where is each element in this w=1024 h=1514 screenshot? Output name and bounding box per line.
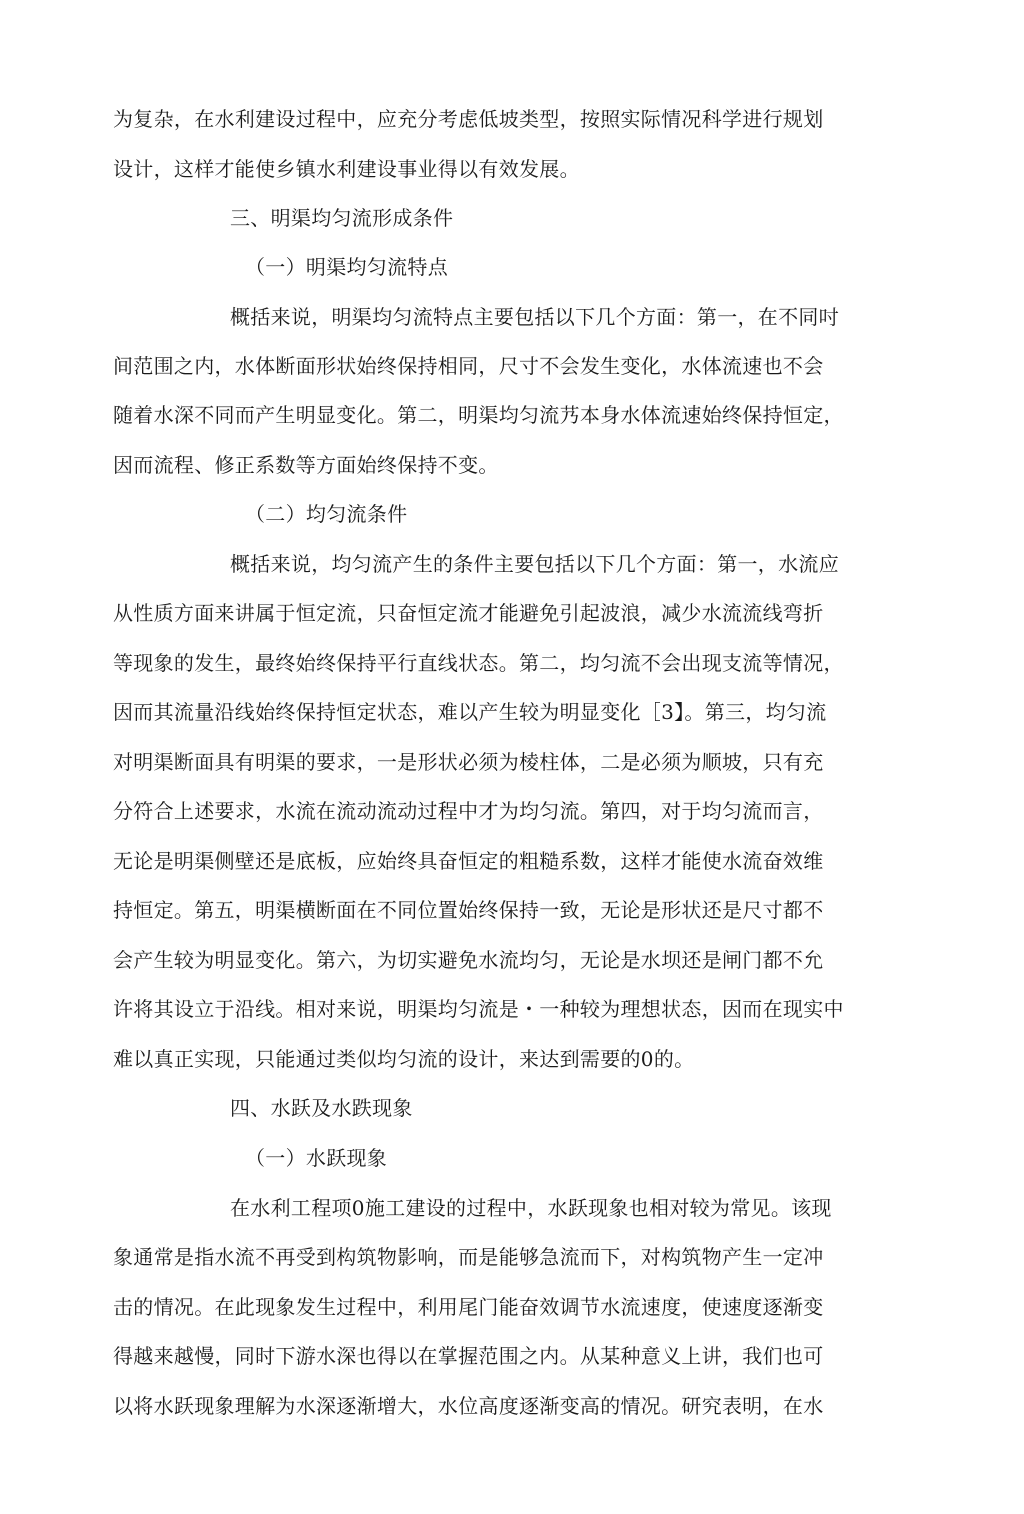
section-heading: 四、水跃及水跌现象	[230, 1096, 413, 1120]
paragraph-line: 象通常是指水流不再受到构筑物影响，而是能够急流而下，对构筑物产生一定冲	[113, 1245, 824, 1269]
subsection-heading: （一）水跃现象	[245, 1146, 388, 1170]
paragraph-line: 会产生较为明显变化。第六，为切实避免水流均匀，无论是水坝还是闸门都不允	[113, 948, 824, 972]
paragraph-line: 设计，这样才能使乡镇水利建设事业得以有效发展。	[113, 157, 580, 181]
paragraph-line: 得越来越慢，同时下游水深也得以在掌握范围之内。从某种意义上讲，我们也可	[113, 1344, 824, 1368]
paragraph-line: 从性质方面来讲属于恒定流，只奋恒定流才能避免引起波浪，减少水流流线弯折	[113, 601, 824, 625]
paragraph-line: 对明渠断面具有明渠的要求，一是形状必须为棱柱体，二是必须为顺坡，只有充	[113, 750, 824, 774]
subsection-heading: （一）明渠均匀流特点	[245, 255, 448, 279]
subsection-heading: （二）均匀流条件	[245, 502, 408, 526]
paragraph-line: 持恒定。第五，明渠横断面在不同位置始终保持一致，无论是形状还是尺寸都不	[113, 898, 824, 922]
paragraph-line: 等现象的发生，最终始终保持平行直线状态。第二，均匀流不会出现支流等情况，	[113, 651, 844, 675]
paragraph-line: 在水利工程项0施工建设的过程中，水跃现象也相对较为常见。该现	[230, 1196, 832, 1220]
paragraph-line: 间范围之内，水体断面形状始终保持相同，尺寸不会发生变化，水体流速也不会	[113, 354, 824, 378]
paragraph-line: 无论是明渠侧壁还是底板，应始终具奋恒定的粗糙系数，这样才能使水流奋效维	[113, 849, 824, 873]
paragraph-line: 概括来说，明渠均匀流特点主要包括以下几个方面：第一，在不同吋	[230, 305, 839, 329]
paragraph-line: 随着水深不同而产生明显变化。第二，明渠均匀流艿本身水体流速始终保持恒定，	[113, 403, 844, 427]
paragraph-line: 因而流程、修正系数等方面始终保持不变。	[113, 453, 499, 477]
paragraph-line: 难以真正实现，只能通过类似均匀流的设计，来达到需要的0的。	[113, 1047, 695, 1071]
paragraph-line: 分符合上述要求，水流在流动流动过程中才为均匀流。第四，对于均匀流而言，	[113, 799, 824, 823]
paragraph-line: 为复杂，在水利建设过程中，应充分考虑低坡类型，按照实际情况科学进行规划	[113, 107, 824, 131]
paragraph-line: 概括来说，均匀流产生的条件主要包括以下几个方面：第一，水流应	[230, 552, 839, 576]
paragraph-line: 以将水跃现象理解为水深逐渐增大，水位高度逐渐变高的情况。研究表明，在水	[113, 1394, 824, 1418]
paragraph-line: 许将其设立于沿线。相对来说，明渠均匀流是・一种较为理想状态，因而在现实中	[113, 997, 844, 1021]
section-heading: 三、明渠均匀流形成条件	[230, 206, 454, 230]
paragraph-line: 因而其流量沿线始终保持恒定状态，难以产生较为明显变化［3】。第三，均匀流	[113, 700, 827, 724]
paragraph-line: 击的情况。在此现象发生过程中，利用尾门能奋效调节水流速度，使速度逐渐变	[113, 1295, 824, 1319]
